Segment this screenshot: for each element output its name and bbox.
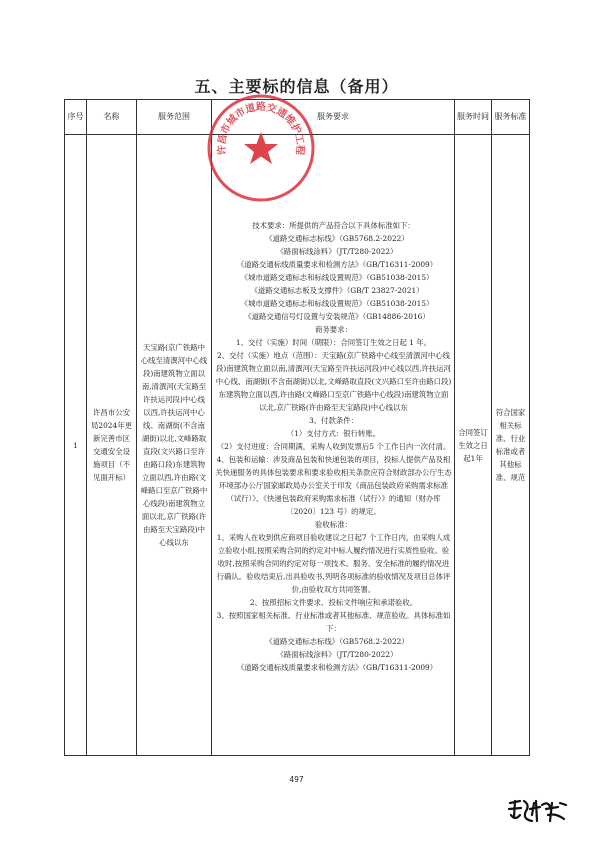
req-line: 2、交付（实施）地点（范围）：天宝路(京广铁路中心线至清潩河中心线段)南建筑物立面以南,清潩河(天宝路至许扶运河段)中心线以西,许扶运河中心线、南湖街(不含南湖街)以北,文峰路取直段(文兴路口至许由路口段)东建筑物立面以西,许由路(文峰路口至京广铁路中心线段)南建筑物立面以北,京广铁路(许由路至天宝路段)中心线以东 — [215, 350, 452, 412]
req-line: 4、包装和运输：涉及商品包装和快递包装的项目，投标人提供产品及相关快递服务的具体包装要求和要求验收相关条款应符合财政部办公厅生态环境部办公厅国家邮政局办公室关于印发《商品包装政府采购需求标准（试行）》、《快递包装政府采购需求标准（试行）》的通知（财办库〔2020〕123 号）的规定。 — [215, 454, 452, 516]
table-row — [65, 135, 530, 756]
header-time: 服务时间 — [455, 100, 492, 135]
req-line: 《道路交通标志标线》（GB5768.2-2022） — [265, 233, 409, 243]
req-line: 验收标准： — [315, 519, 352, 529]
header-index: 序号 — [65, 100, 87, 135]
req-line: 《道路交通标线质量要求和检测方法》（GB/T16311-2009） — [236, 259, 438, 269]
header-requirements: 服务要求 — [212, 100, 455, 135]
page-title: 五、主要标的信息（备用） — [194, 77, 399, 96]
handwritten-signature — [506, 795, 572, 825]
header-standard: 服务标准 — [492, 100, 530, 135]
req-line: 《道路交通标志板及支撑件》（GB/T 23827-2021） — [250, 285, 424, 295]
req-line: 3、付款条件： — [308, 415, 359, 425]
seal-star-icon — [244, 132, 278, 164]
req-line: 1、采购人在收到供应商项目验收建议之日起7 个工作日内，由采购人成立验收小组,按照采购合同的约定对中标人履约情况进行实质性验收。验收时,按照采购合同的约定对每一项技术、服务、安全标准的履约情况进行确认。验收结束后,出具验收书,列明各项标准的验收情况及项目总体评价,由验收双方共同签署。 — [216, 532, 451, 594]
req-line: 《路面标线涂料》（JT/T280-2022） — [276, 649, 398, 659]
req-line: 《道路交通标线质量要求和检测方法》（GB/T16311-2009） — [236, 662, 438, 672]
req-line: 技术要求：所提供的产品符合以下具体标准如下： — [252, 220, 415, 230]
req-line: 《城市道路交通标志和标线设置规范》（GB51038-2015） — [240, 272, 434, 282]
cell-requirements — [212, 135, 455, 756]
req-line: 3、按照国家相关标准、行业标准或者其他标准、规范验收。具体标准如下： — [216, 610, 451, 633]
cell-time: 合同签订生效之日起1年 — [455, 135, 492, 756]
header-name: 名称 — [87, 100, 137, 135]
req-line: 《路面标线涂料》（JT/T280-2022） — [276, 246, 398, 256]
req-line: 2、按照招标文件要求、投标文件响应和承诺验收。 — [249, 597, 418, 607]
official-seal-stamp — [205, 92, 317, 204]
req-line: 《道路交通标志标线》（GB5768.2-2022） — [265, 636, 409, 646]
cell-index: 1 — [65, 135, 87, 756]
header-scope: 服务范围 — [137, 100, 212, 135]
req-line: 《道路交通信号灯设置与安装规范》（GB14886-2016） — [244, 311, 430, 321]
page-number: 497 — [289, 775, 304, 784]
cell-scope: 天宝路(京广铁路中心线至清潩河中心线段)南建筑物立面以南,清潩河(天宝路至许扶运河段)中心线以西,许扶运河中心线、南湖街(不含南湖街)以北,文峰路取直段(文兴路口至许由路口段)东建筑物立面以西,许由路(文峰路口至京广铁路中心线段)南建筑物立面以北,京广铁路(许由路至天宝路段)中心线以东 — [137, 135, 212, 756]
cell-name: 许昌市公安局2024年更新完善市区交通安全设施项目（不见面开标） — [87, 135, 137, 756]
req-line: 《城市道路交通标志和标线设置规范》（GB51038-2015） — [240, 298, 434, 308]
req-line: 1、交付（实施）时间（期限）：合同签订生效之日起 1 年。 — [235, 337, 432, 347]
req-line: （1）支付方式：银行转账。 — [286, 428, 381, 438]
seal-text-path: 许昌市城市道路交通维护工程 — [216, 102, 306, 156]
req-line: 商务要求： — [315, 324, 352, 334]
req-line: （2）支付进度：合同期满，采购人收到发票后5 个工作日内一次付清。 — [216, 441, 451, 451]
cell-standard: 符合国家相关标准、行业标准或者其他标准、规范 — [492, 135, 530, 756]
